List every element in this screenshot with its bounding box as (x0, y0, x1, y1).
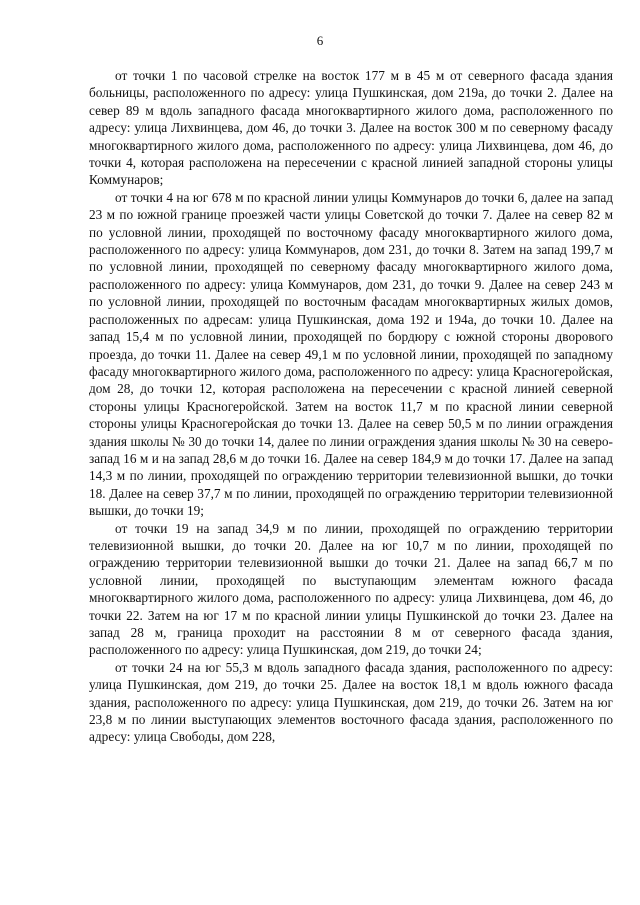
paragraph-point-4: от точки 4 на юг 678 м по красной линии улицы Коммунаров до точки 6, далее на запад 23 м по южной границе проезжей части улицы Советской до точки 7. Далее на север 82 м по условной линии, проходящей по восточному фасаду многоквартирного жилого дома, расположенного по адресу: улица Коммунаров, дом 231, до точки 8. Затем на запад 199,7 м по условной линии, проходящей по северному фасаду многоквартирного жилого дома, расположенного по адресу: улица Коммунаров, дом 231, до точки 9. Далее на север 243 м по условной линии, проходящей по восточным фасадам многоквартирных жилых домов, расположенных по адресам: улица Пушкинская, дома 192 и 194а, до точки 10. Далее на запад 15,4 м по условной линии, проходящей по бордюру с южной стороны дворового проезда, до точки 11. Далее на север 49,1 м по условной линии, проходящей по западному фасаду многоквартирного жилого дома, расположенного по адресу: улица Красногеройская, дом 28, до точки 12, которая расположена на пересечении с красной линией северной стороны улицы Красногеройской. Затем на восток 11,7 м по красной линии северной стороны улицы Красногеройская до точки 13. Далее на север 50,5 м по линии ограждения здания школы № 30 до точки 14, далее по линии ограждения здания школы № 30 на северо-запад 16 м и на запад 28,6 м до точки 16. Далее на север 184,9 м до точки 17. Далее на запад 14,3 м по линии, проходящей по ограждению территории телевизионной вышки, до точки 18. Далее на север 37,7 м по линии, проходящей по ограждению территории телевизионной вышки, до точки 19; (89, 189, 613, 519)
document-body (89, 67, 613, 746)
paragraph-point-1: от точки 1 по часовой стрелке на восток 177 м в 45 м от северного фасада здания больницы, расположенного по адресу: улица Пушкинская, дом 219а, до точки 2. Далее на север 89 м вдоль западного фасада многоквартирного жилого дома, расположенного по адресу: улица Лихвинцева, дом 46, до точки 3. Далее на восток 300 м по северному фасаду многоквартирного жилого дома, расположенного по адресу: улица Лихвинцева, дом 46, до точки 4, которая расположена на пересечении с красной линией западной стороны улицы Коммунаров; (89, 68, 613, 188)
paragraph-point-24: от точки 24 на юг 55,3 м вдоль западного фасада здания, расположенного по адресу: улица Пушкинская, дом 219, до точки 25. Далее на восток 18,1 м вдоль южного фасада здания, расположенного по адресу: улица Пушкинская, дом 219, до точки 26. Затем на юг 23,8 м по линии выступающих элементов восточного фасада здания, расположенного по адресу: улица Свободы, дом 228, (89, 659, 613, 745)
page-number: 6 (316, 33, 324, 48)
paragraph-point-19: от точки 19 на запад 34,9 м по линии, проходящей по ограждению территории телевизионной вышки, до точки 20. Далее на юг 10,7 м по линии, проходящей по ограждению территории телевизионной вышки до точки 21. Далее на запад 66,7 м по условной линии, проходящей по выступающим элементам южного фасада многоквартирного жилого дома, расположенного по адресу: улица Лихвинцева, дом 46, до точки 22. Затем на юг 17 м по красной линии улицы Пушкинской до точки 23. Далее на запад 28 м, граница проходит на расстоянии 8 м от северного фасада здания, расположенного по адресу: улица Пушкинская, дом 219, до точки 24; (89, 520, 613, 658)
